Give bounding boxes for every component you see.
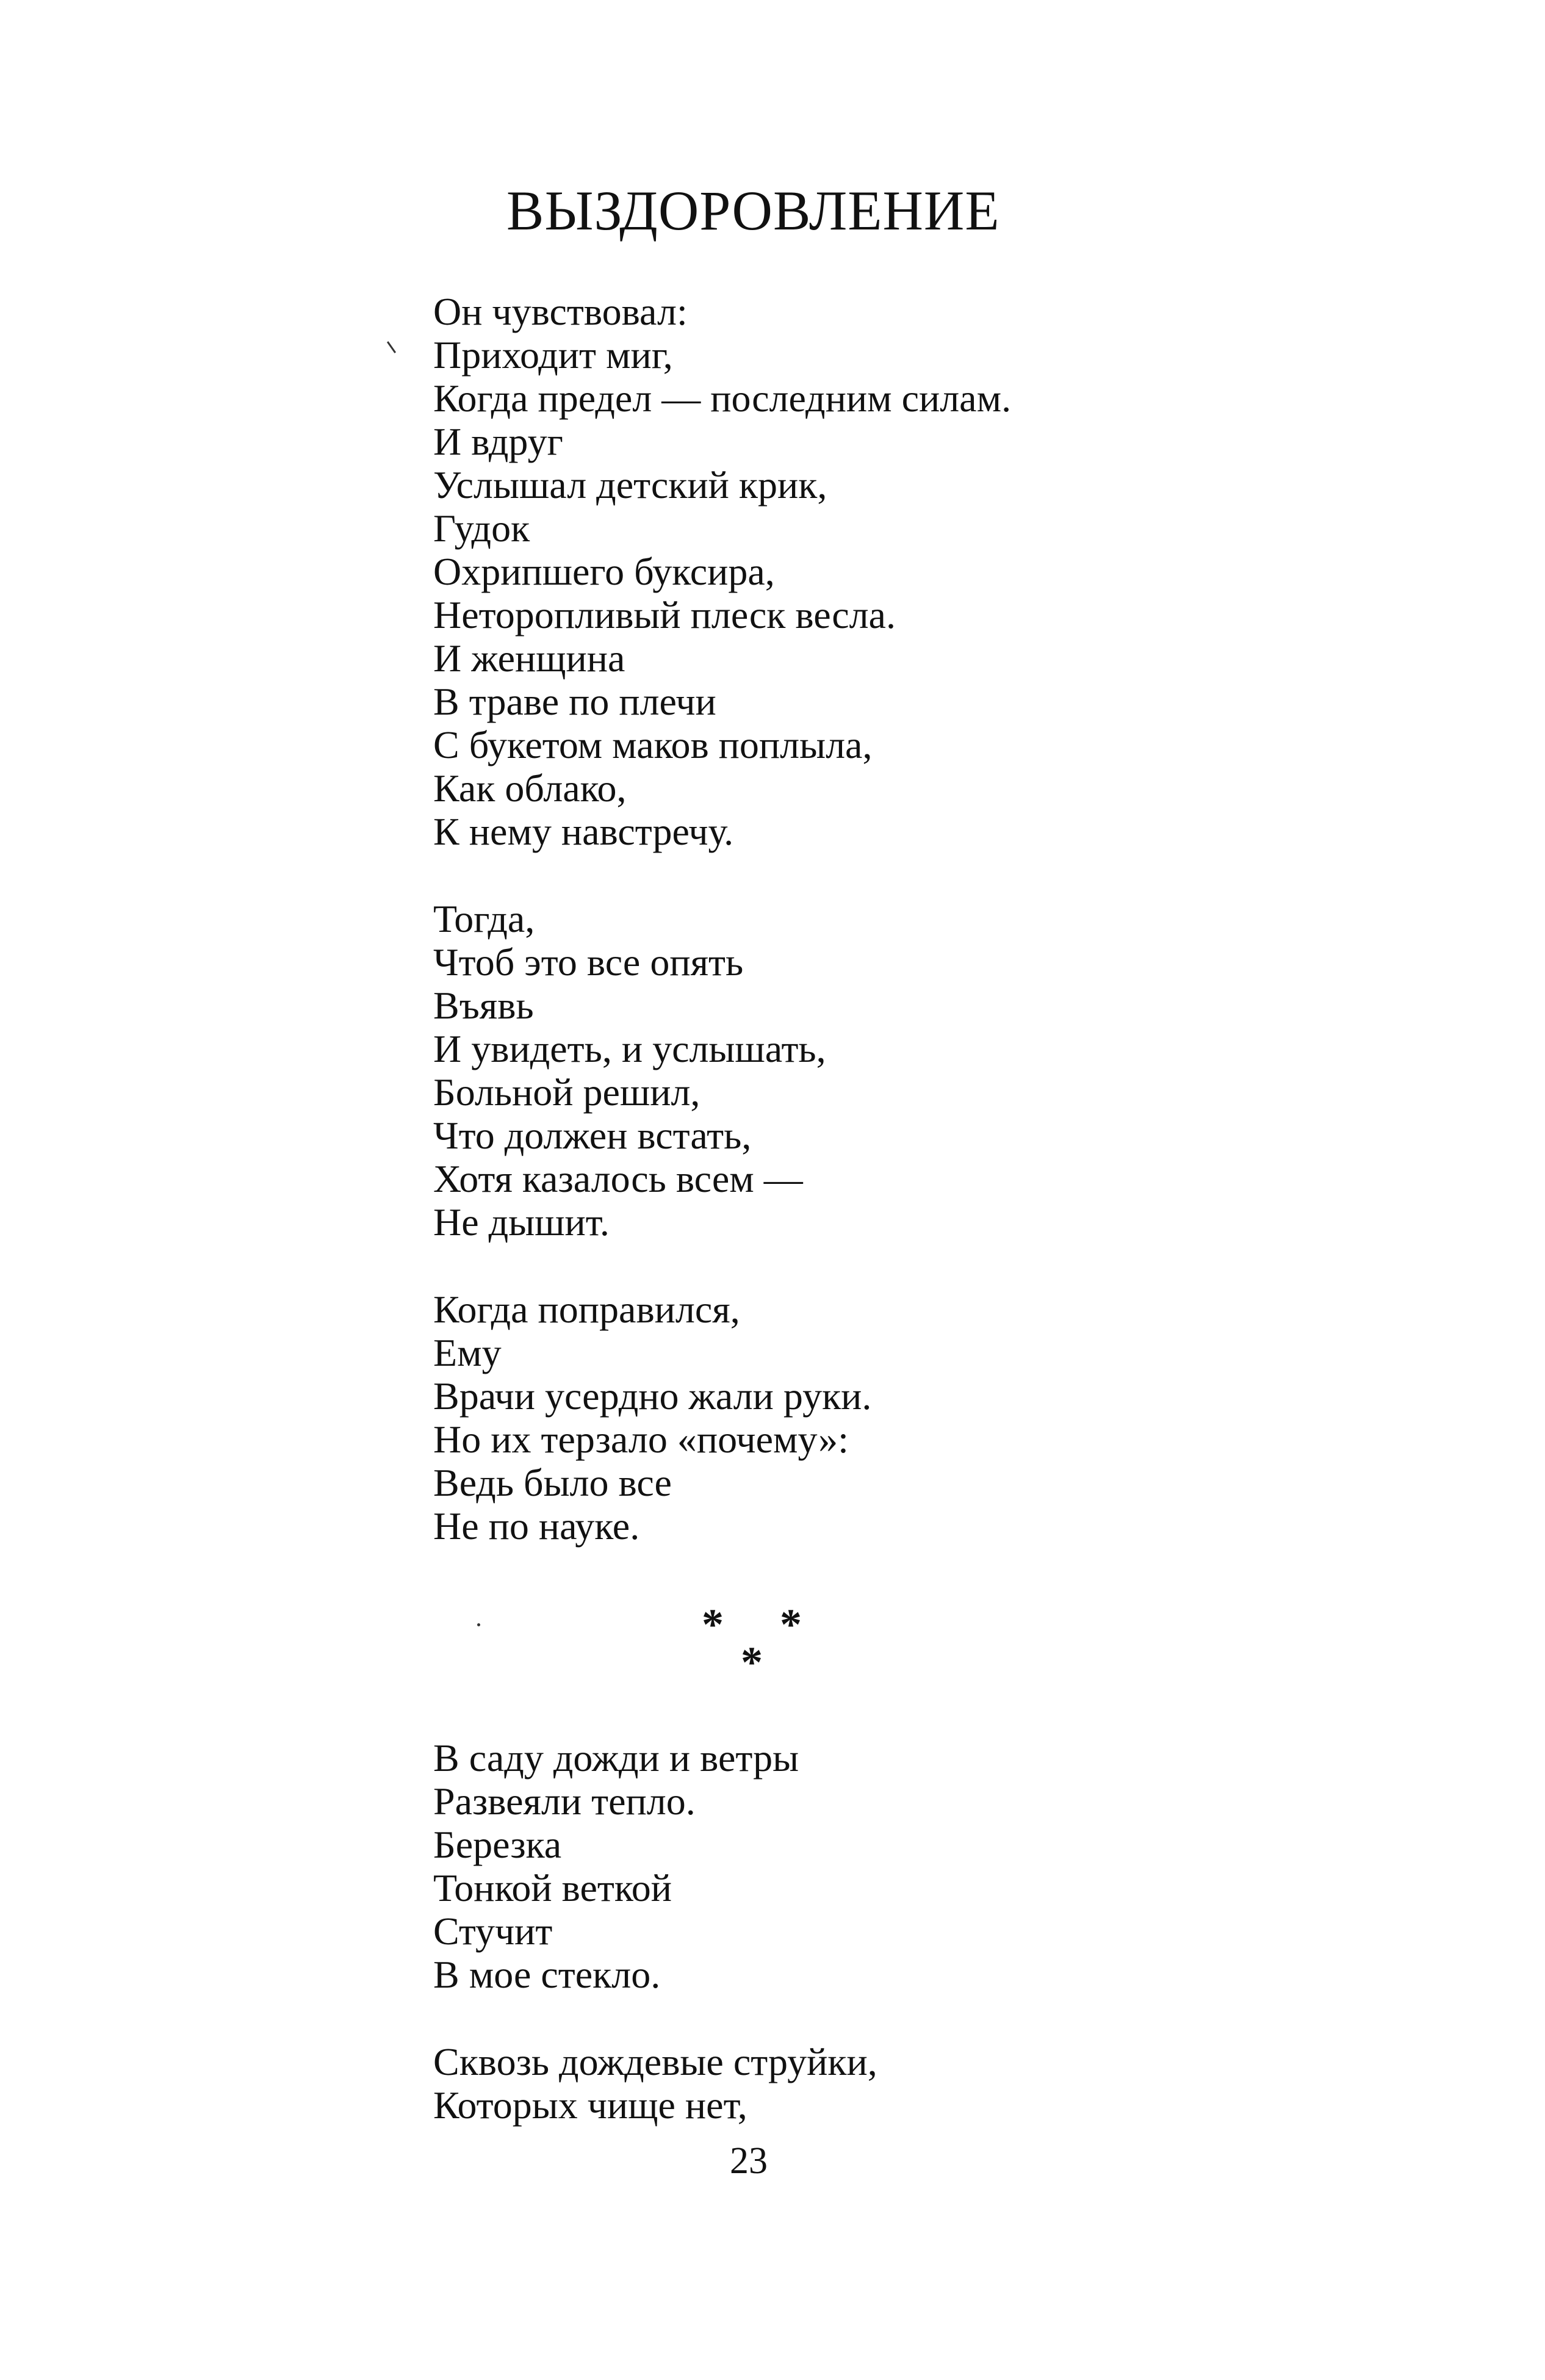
poem-line: В траве по плечи xyxy=(433,680,716,723)
poem-line: В саду дожди и ветры xyxy=(433,1736,799,1780)
page-number: 23 xyxy=(730,2140,768,2182)
poem-line: Не дышит. xyxy=(433,1200,610,1244)
scan-speck xyxy=(387,341,396,353)
asterisk: * xyxy=(702,1600,724,1649)
poem-line: Врачи усердно жали руки. xyxy=(433,1374,872,1418)
poem-line: Когда предел — последним силам. xyxy=(433,377,1012,420)
poem-line: Но их терзало «почему»: xyxy=(433,1418,849,1461)
asterism-divider xyxy=(690,1599,824,1687)
poem-line: И женщина xyxy=(433,636,625,680)
poem-line: Тонкой веткой xyxy=(433,1866,672,1909)
poem-line: Которых чище нет, xyxy=(433,2083,747,2127)
poem-line: Въявь xyxy=(433,984,534,1027)
poem-line: Ему xyxy=(433,1331,502,1374)
second-poem-body xyxy=(433,1736,877,2127)
asterisk: * xyxy=(741,1638,763,1687)
poem-line: Тогда, xyxy=(433,897,535,940)
poem-line: Услышал детский крик, xyxy=(433,463,827,507)
poem-line: Как облако, xyxy=(433,766,627,810)
poem-line: В мое стекло. xyxy=(433,1953,661,1996)
poem-title: ВЫЗДОРОВЛЕНИЕ xyxy=(506,179,1000,242)
poem-line: К нему навстречу. xyxy=(433,810,734,853)
poem-body xyxy=(433,290,1011,1548)
poem-line: Когда поправился, xyxy=(433,1288,740,1331)
poem-line: Неторопливый плеск весла. xyxy=(433,593,896,636)
poem-line: Приходит миг, xyxy=(433,333,673,377)
poem-line: Больной решил, xyxy=(433,1070,700,1114)
poem-line: Охрипшего буксира, xyxy=(433,550,775,593)
poem-line: Он чувствовал: xyxy=(433,290,688,333)
poem-line: И вдруг xyxy=(433,420,563,463)
poem-line: Стучит xyxy=(433,1909,553,1953)
poem-line: Чтоб это все опять xyxy=(433,940,744,984)
poem-line: С букетом маков поплыла, xyxy=(433,723,873,766)
poem-line: Развеяли тепло. xyxy=(433,1780,696,1823)
scan-speck xyxy=(477,1623,480,1626)
stanza xyxy=(433,897,1011,1244)
poem-line: Ведь было все xyxy=(433,1461,672,1504)
stanza xyxy=(433,290,1011,853)
poem-line: Гудок xyxy=(433,507,530,550)
poem-line: Хотя казалось всем — xyxy=(433,1157,803,1200)
stanza xyxy=(433,1288,1011,1548)
poem-line: Не по науке. xyxy=(433,1504,640,1548)
poem-line: И увидеть, и услышать, xyxy=(433,1027,826,1070)
asterisk: * xyxy=(780,1600,802,1649)
stanza xyxy=(433,1736,877,1996)
stanza xyxy=(433,2040,877,2127)
poem-line: Что должен встать, xyxy=(433,1114,752,1157)
poem-line: Березка xyxy=(433,1823,562,1866)
poem-line: Сквозь дождевые струйки, xyxy=(433,2040,877,2083)
